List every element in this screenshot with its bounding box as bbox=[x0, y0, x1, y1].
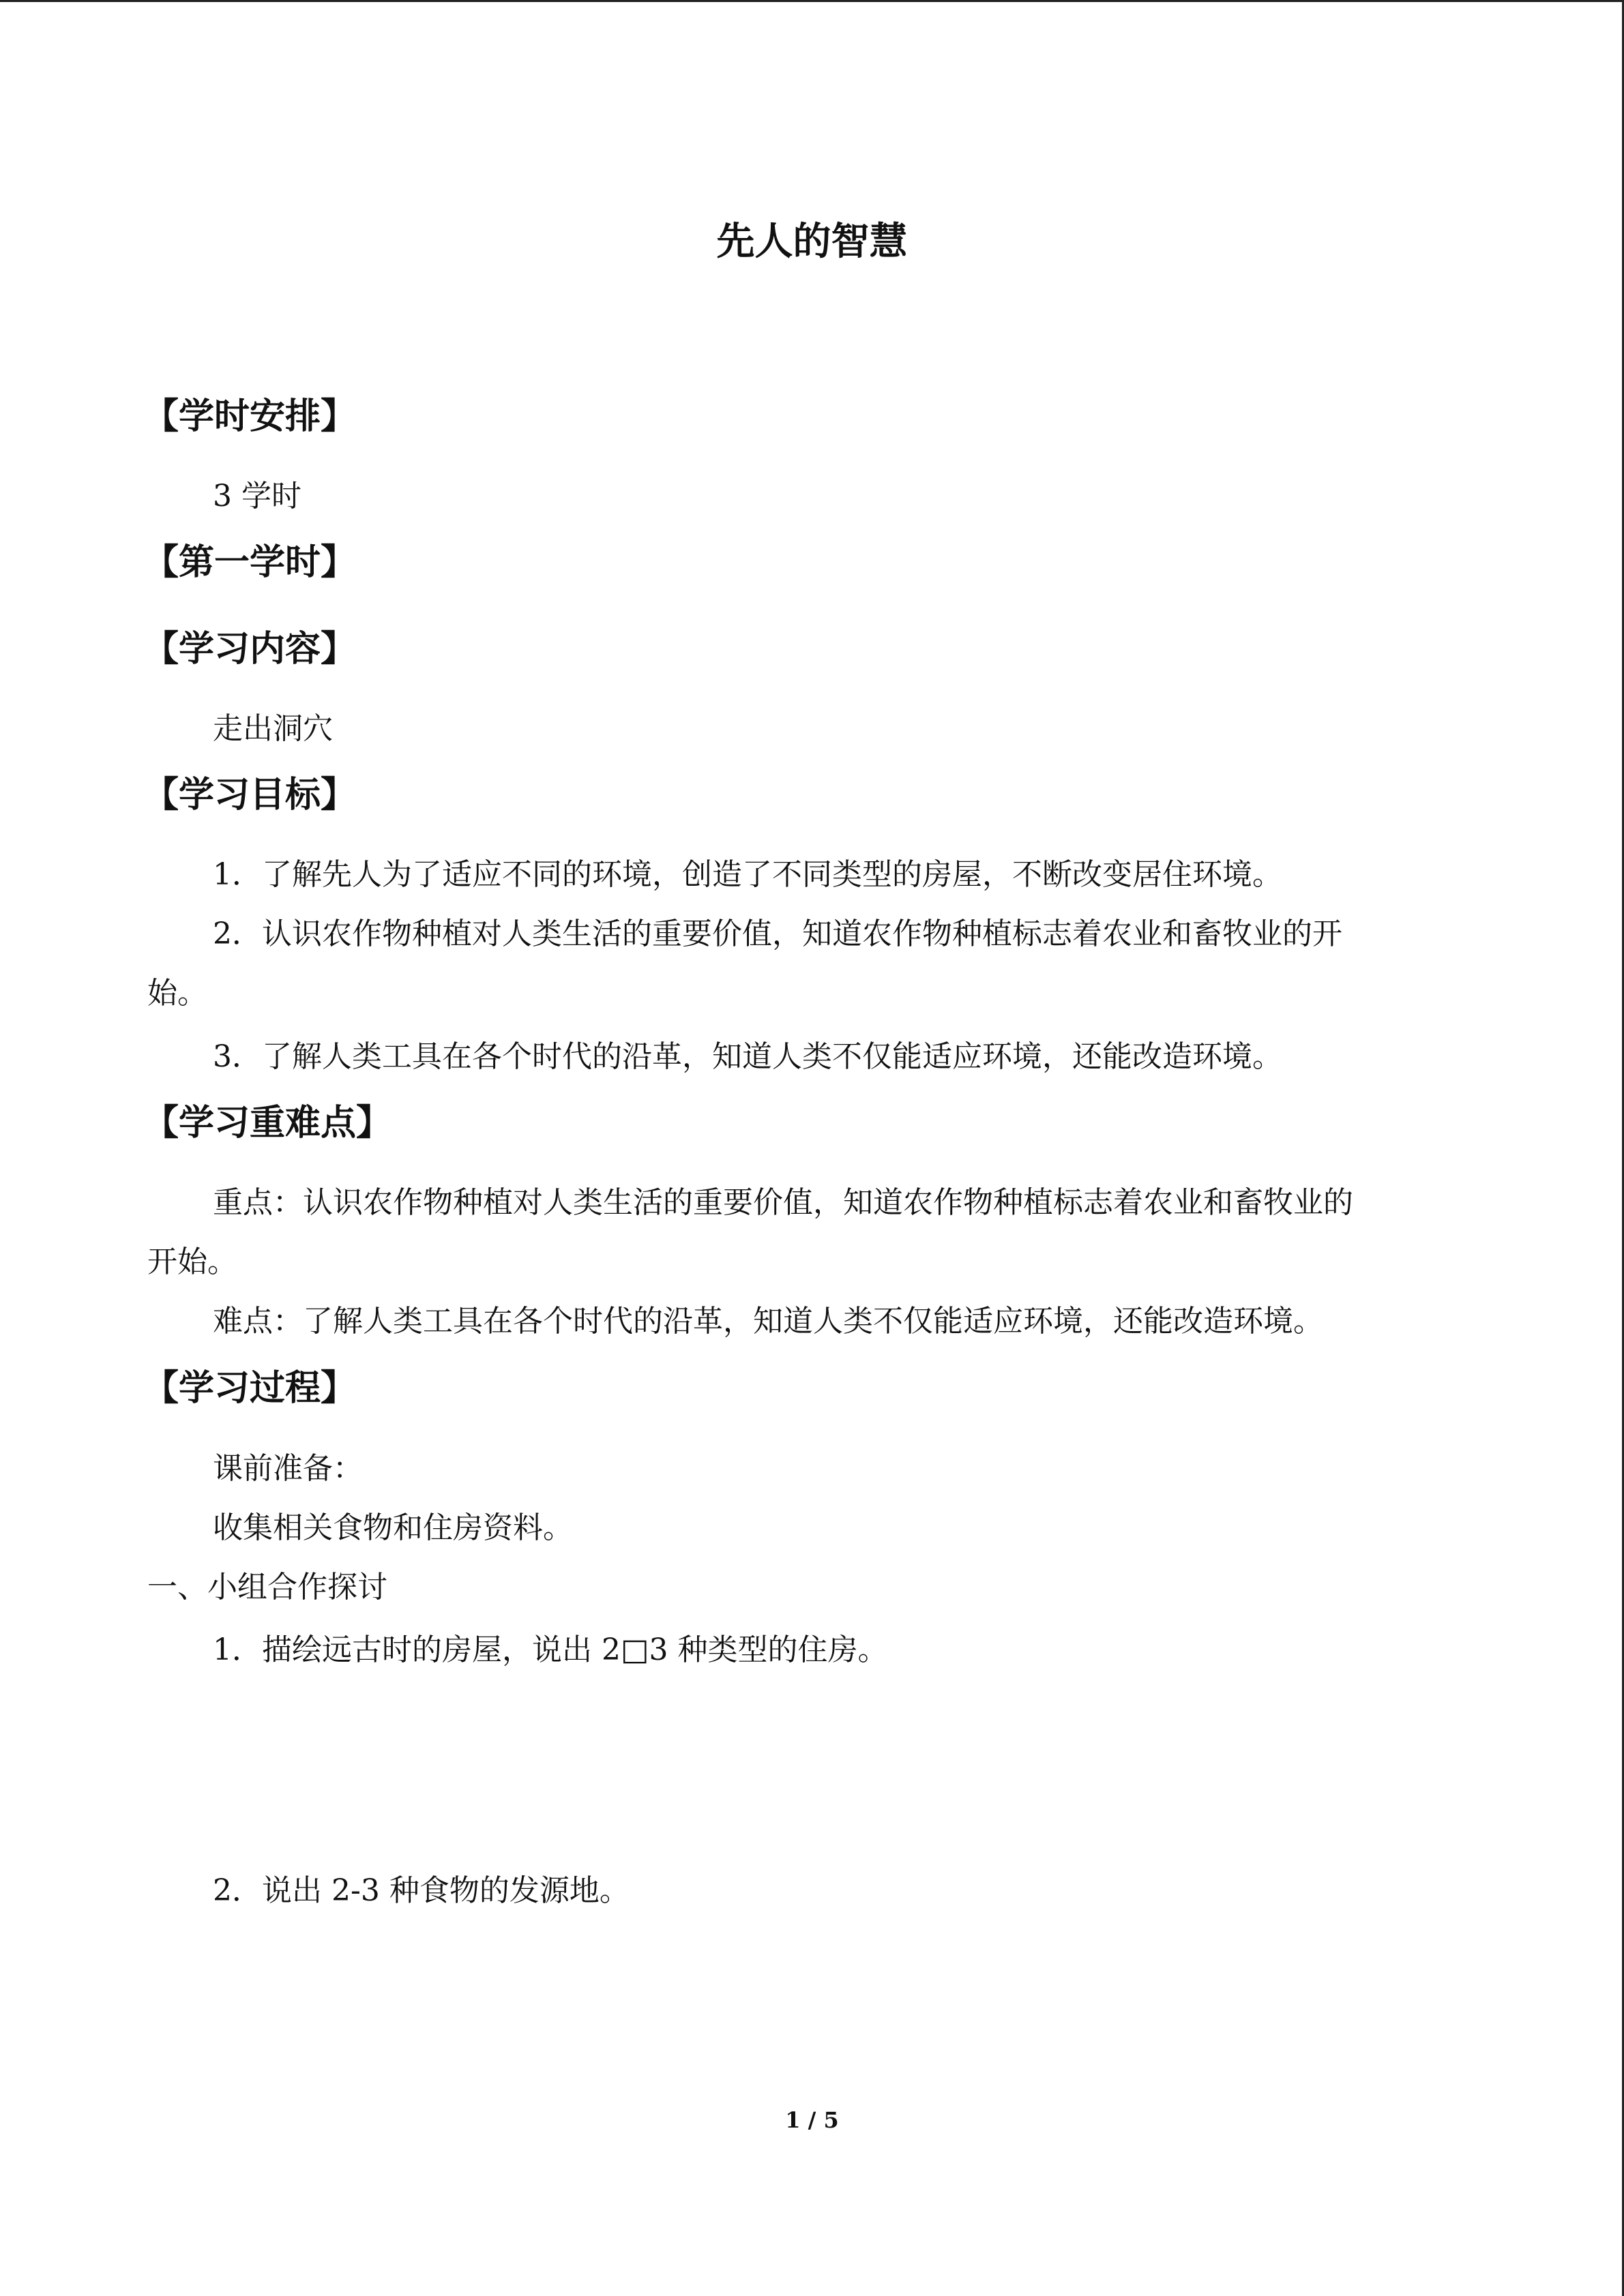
process-question: 1．描绘远古时的房屋，说出 2□3 种类型的住房。 bbox=[213, 1632, 888, 1667]
goal-item: 1．了解先人为了适应不同的环境，创造了不同类型的房屋，不断改变居住环境。 bbox=[213, 857, 1282, 892]
key-point-item: 难点：了解人类工具在各个时代的沿革，知道人类不仅能适应环境，还能改造环境。 bbox=[213, 1304, 1323, 1339]
key-point-item: 重点：认识农作物种植对人类生活的重要价值，知道农作物种植标志着农业和畜牧业的 bbox=[213, 1185, 1353, 1220]
first-period-heading: 【第一学时】 bbox=[143, 542, 357, 583]
goals-heading: 【学习目标】 bbox=[143, 775, 357, 816]
key-point-continuation: 开始。 bbox=[147, 1244, 237, 1279]
key-points-heading: 【学习重难点】 bbox=[143, 1103, 392, 1144]
process-question: 2．说出 2-3 种食物的发源地。 bbox=[213, 1873, 630, 1908]
process-section-title: 一、小组合作探讨 bbox=[147, 1570, 387, 1605]
content-heading: 【学习内容】 bbox=[143, 629, 357, 670]
process-heading: 【学习过程】 bbox=[143, 1368, 357, 1409]
content-value: 走出洞穴 bbox=[213, 711, 333, 746]
goal-item: 2．认识农作物种植对人类生活的重要价值，知道农作物种植标志着农业和畜牧业的开 bbox=[213, 916, 1342, 951]
page-indicator: 1 / 5 bbox=[785, 2107, 839, 2133]
schedule-heading: 【学时安排】 bbox=[143, 396, 357, 437]
schedule-value: 3 学时 bbox=[213, 479, 301, 513]
process-line: 收集相关食物和住房资料。 bbox=[213, 1510, 573, 1545]
goal-item-continuation: 始。 bbox=[147, 976, 207, 1011]
process-line: 课前准备： bbox=[213, 1451, 363, 1486]
page-title: 先人的智慧 bbox=[716, 220, 908, 264]
goal-item: 3．了解人类工具在各个时代的沿革，知道人类不仅能适应环境，还能改造环境。 bbox=[213, 1039, 1282, 1074]
